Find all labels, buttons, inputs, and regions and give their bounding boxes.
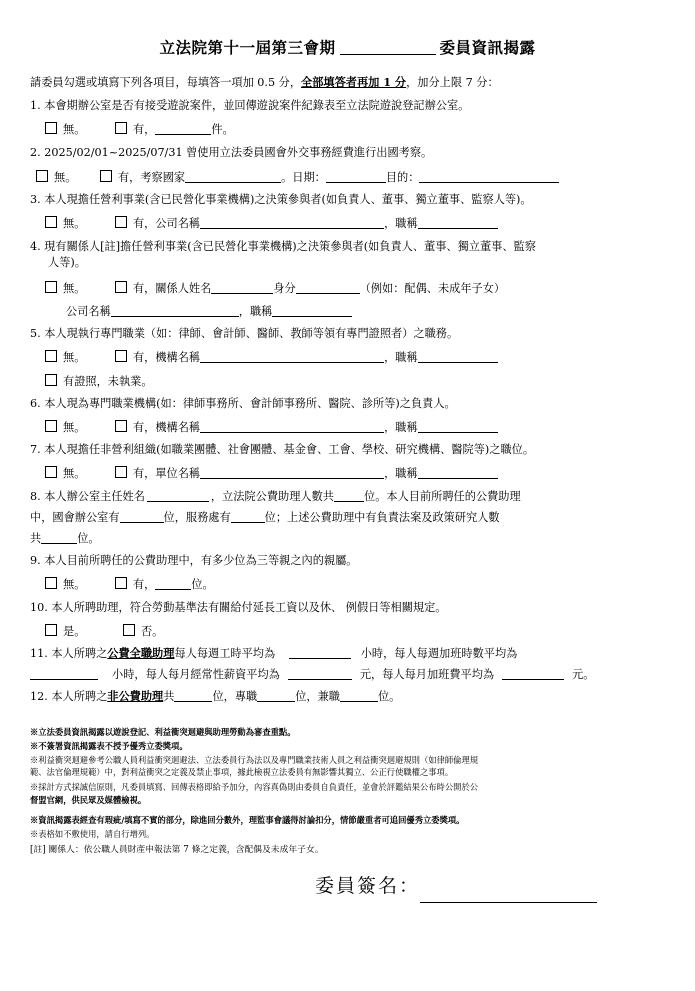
q12-parttime-field[interactable]	[340, 689, 378, 702]
q2-options	[36, 170, 559, 185]
q4-yes-checkbox[interactable]	[115, 281, 127, 293]
q5-no-label: 無。	[63, 351, 86, 364]
q3-title-field[interactable]	[418, 216, 498, 229]
q8-research-label: 位；上述公費助理中有負責法案及政策研究人數	[264, 511, 500, 524]
session-blank[interactable]	[340, 54, 436, 55]
q12-line	[30, 689, 400, 704]
note-4-cont: 督盟官網，供民眾及媒體檢視。	[30, 795, 147, 805]
q3-yes-label: 有，公司名稱	[132, 217, 201, 230]
q10-options	[45, 624, 163, 639]
q11-hours-label: 每人每週工時平均為	[174, 647, 276, 660]
q6-yes-checkbox[interactable]	[115, 420, 127, 432]
q5-license-row	[45, 374, 153, 389]
q8-assistants-label: ，立法院公費助理人數共	[210, 490, 334, 503]
q6-text: 6. 本人現為專門職業機構(如：律師事務所、會計師事務所、醫院、診所等)之負責人。	[30, 397, 456, 410]
q8-line-1	[30, 489, 521, 504]
q8-assistants-field[interactable]	[334, 489, 364, 502]
q5-license-checkbox[interactable]	[45, 374, 57, 386]
q2-no-label: 無。	[54, 171, 77, 184]
q3-title-label: ，職稱	[384, 217, 418, 230]
intro-text: 請委員勾選或填寫下列各項目，每填答一項加 0.5 分，	[30, 76, 302, 89]
q7-yes-checkbox[interactable]	[115, 466, 127, 478]
q5-text: 5. 本人現執行專門職業（如：律師、會計師、醫師、教師等領有專門證照者）之職務。	[30, 327, 459, 340]
q9-unit: 位。	[191, 578, 214, 591]
q4-options	[45, 281, 505, 296]
q6-no-label: 無。	[63, 421, 86, 434]
q1-text: 1. 本會期辦公室是否有接受遊說案件，並回傳遊說案件紀錄表至立法院遊說登記辦公室。	[30, 99, 470, 112]
q8-director-label: 8. 本人辦公室主任姓名	[30, 490, 145, 503]
q11-fulltime: 公費全職助理	[107, 646, 175, 660]
q10-text: 10. 本人所聘助理，符合勞動基準法有關給付延長工資以及休、 例假日等相關規定。	[30, 601, 447, 614]
q2-yes-label: 有，考察國家	[117, 171, 186, 184]
signature-label: 委員簽名：	[315, 875, 421, 897]
footnote-related-person: [註] 關係人：依公職人員財產申報法第 7 條之定義，含配偶及未成年子女。	[30, 845, 324, 855]
note-6: ※表格如不敷使用，請自行增列。	[30, 829, 155, 839]
title-prefix: 立法院第十一屆第三會期	[159, 38, 336, 57]
q10-yes-checkbox[interactable]	[45, 624, 57, 636]
q12-parttime-label: 位，兼職	[295, 690, 340, 703]
q4-yes-label: 有，關係人姓名	[132, 282, 212, 295]
note-4: ※採計方式採誠信原則，凡委員填寫、回傳表格即給予加分，內容真偽則由委員自負責任，並會於評鑑結果公布時公開於公	[30, 782, 479, 792]
note-1: ※立法委員資訊揭露以遊說登記、利益衝突迴避與助理勞動為審查重點。	[30, 727, 296, 737]
intro-line	[30, 75, 499, 90]
q11-salary-label: 小時，每人每月經常性薪資平均為	[112, 668, 280, 681]
q12-unit: 位。	[377, 690, 401, 703]
q3-options	[45, 216, 498, 231]
q5-license-label: 有證照，未執業。	[63, 375, 153, 388]
q8-service-field[interactable]	[231, 510, 265, 523]
q9-no-checkbox[interactable]	[45, 577, 57, 589]
q2-purpose-field[interactable]	[419, 170, 559, 183]
q1-count-field[interactable]	[155, 122, 211, 135]
q3-no-label: 無。	[63, 217, 86, 230]
q11-line-1	[30, 646, 517, 661]
q11-unit: 元。	[572, 668, 595, 681]
note-3-cont: 範、法官倫理規範）中，對利益衝突之定義及禁止事項，據此檢視立法委員有無影響其獨立、公正行使職權之事項。	[30, 767, 454, 777]
q5-title-label: ，職稱	[384, 351, 418, 364]
q7-text: 7. 本人現擔任非營利組織(如職業團體、社會團體、基金會、工會、學校、研究機構、醫院等)之職位。	[30, 443, 535, 456]
q7-title-field[interactable]	[418, 466, 498, 479]
q10-yes-label: 是。	[63, 625, 86, 638]
q8-service-label: 位，服務處有	[163, 511, 231, 524]
q5-org-field[interactable]	[200, 350, 384, 363]
q6-options	[45, 420, 498, 435]
q11-intro: 11. 本人所聘之	[30, 647, 108, 660]
intro-bonus: 全部填答者再加 1 分	[301, 75, 407, 89]
q12-total-field[interactable]	[174, 689, 212, 702]
title-suffix: 委員資訊揭露	[439, 38, 536, 57]
q3-company-field[interactable]	[200, 216, 384, 229]
q4-company-field[interactable]	[111, 304, 239, 317]
q6-title-label: ，職稱	[384, 421, 418, 434]
q5-options	[45, 350, 498, 365]
q9-options	[45, 577, 214, 592]
q2-date-field[interactable]	[326, 170, 386, 183]
q4-no-label: 無。	[63, 282, 86, 295]
q12-fulltime-field[interactable]	[257, 689, 295, 702]
q3-yes-checkbox[interactable]	[115, 216, 127, 228]
q8-line-3	[30, 531, 100, 546]
q4-no-checkbox[interactable]	[45, 281, 57, 293]
note-2: ※不簽署資訊揭露表不授予優秀立委獎項。	[30, 741, 188, 751]
q5-yes-label: 有，機構名稱	[132, 351, 201, 364]
q11-salary-field[interactable]	[288, 667, 352, 680]
q11-overtime-label: 小時，每人每週加班時數平均為	[360, 647, 518, 660]
q5-yes-checkbox[interactable]	[115, 350, 127, 362]
q2-text: 2. 2025/02/01~2025/07/31 曾使用立法委員國會外交事務經費進行出國考察。	[30, 146, 433, 159]
q2-purpose-label: 目的：	[385, 171, 420, 184]
q11-hours-field[interactable]	[289, 646, 351, 659]
q12-fulltime-label: 位，專職	[212, 690, 258, 703]
q9-yes-label: 有，	[132, 578, 156, 591]
q11-pay-label: 元，每人每月加班費平均為	[359, 668, 495, 681]
q3-no-checkbox[interactable]	[45, 216, 57, 228]
note-5: ※資訊揭露表經查有瑕疵/填寫不實的部分，除進回分數外，理監事會議得討論扣分，情節嚴重者可追回優秀立委獎項。	[30, 815, 465, 825]
q4-identity-field[interactable]	[296, 281, 360, 294]
q12-nonpublic: 非公費助理	[107, 689, 164, 703]
q4-company-label: 公司名稱	[66, 305, 111, 318]
q6-title-field[interactable]	[418, 420, 498, 433]
q4-company-row	[66, 304, 352, 319]
q6-no-checkbox[interactable]	[45, 420, 57, 432]
q5-no-checkbox[interactable]	[45, 350, 57, 362]
q4-example: （例如：配偶、未成年子女）	[359, 282, 506, 295]
q8-director-field[interactable]	[147, 489, 209, 502]
q1-options	[45, 122, 234, 137]
q2-date-label: 。日期：	[281, 171, 326, 184]
q11-overtime-field[interactable]	[30, 667, 98, 680]
q1-yes-label: 有，	[132, 123, 156, 136]
q9-text: 9. 本人目前所聘任的公費助理中，有多少位為三等親之內的親屬。	[30, 554, 358, 567]
q1-no-label: 無。	[63, 123, 86, 136]
q1-yes-checkbox[interactable]	[115, 122, 127, 134]
q7-options	[45, 466, 498, 481]
q1-unit: 件。	[211, 123, 234, 136]
q9-count-field[interactable]	[155, 577, 191, 590]
q4-title-label: ，職稱	[238, 305, 273, 318]
q10-no-checkbox[interactable]	[123, 624, 135, 636]
q4-title-field[interactable]	[272, 304, 352, 317]
q7-no-label: 無。	[63, 467, 86, 480]
intro-limit: ，加分上限 7 分：	[406, 76, 499, 89]
q11-pay-field[interactable]	[502, 667, 564, 680]
q3-text: 3. 本人現擔任營利事業(含已民營化事業機構)之決策參與者(如負責人、董事、獨立董事、監察人等)。	[30, 193, 532, 206]
q8-unit: 位。	[77, 532, 100, 545]
note-3: ※利益衝突迴避參考公職人員利益衝突迴避法、立法委員行為法以及專門職業技術人員之利益衝突迴避規則（如律師倫理規	[30, 755, 479, 765]
signature-field[interactable]	[420, 902, 597, 903]
q12-total-label: 共	[163, 690, 175, 703]
q7-yes-label: 有，單位名稱	[132, 467, 201, 480]
q12-intro: 12. 本人所聘之	[30, 690, 108, 703]
q7-org-field[interactable]	[200, 466, 384, 479]
q8-total-label: 共	[30, 532, 42, 545]
q2-yes-checkbox[interactable]	[100, 170, 112, 182]
q4-text-2: 人等)。	[48, 256, 86, 269]
q5-title-field[interactable]	[418, 350, 498, 363]
form-title	[0, 36, 695, 58]
q8-research-field[interactable]	[41, 531, 77, 544]
q6-yes-label: 有，機構名稱	[132, 421, 201, 434]
q10-no-label: 否。	[140, 625, 164, 638]
q4-text-1: 4. 現有關係人[註]擔任營利事業(含已民營化事業機構)之決策參與者(如負責人、董事、獨立董事、監察	[30, 240, 536, 253]
q1-no-checkbox[interactable]	[45, 122, 57, 134]
q8-office-label: 中，國會辦公室有	[30, 511, 120, 524]
q8-text-c: 位。本人目前所聘任的公費助理	[364, 490, 521, 503]
q7-no-checkbox[interactable]	[45, 466, 57, 478]
q6-org-field[interactable]	[200, 420, 384, 433]
q2-no-checkbox[interactable]	[36, 170, 48, 182]
q8-office-field[interactable]	[120, 510, 164, 523]
q9-no-label: 無。	[63, 578, 86, 591]
q4-name-field[interactable]	[211, 281, 273, 294]
q7-title-label: ，職稱	[384, 467, 418, 480]
q8-line-2	[30, 510, 500, 525]
q9-yes-checkbox[interactable]	[115, 577, 127, 589]
q4-identity-label: 身分	[273, 282, 296, 295]
q2-country-field[interactable]	[185, 170, 281, 183]
q11-line-2	[30, 667, 594, 682]
